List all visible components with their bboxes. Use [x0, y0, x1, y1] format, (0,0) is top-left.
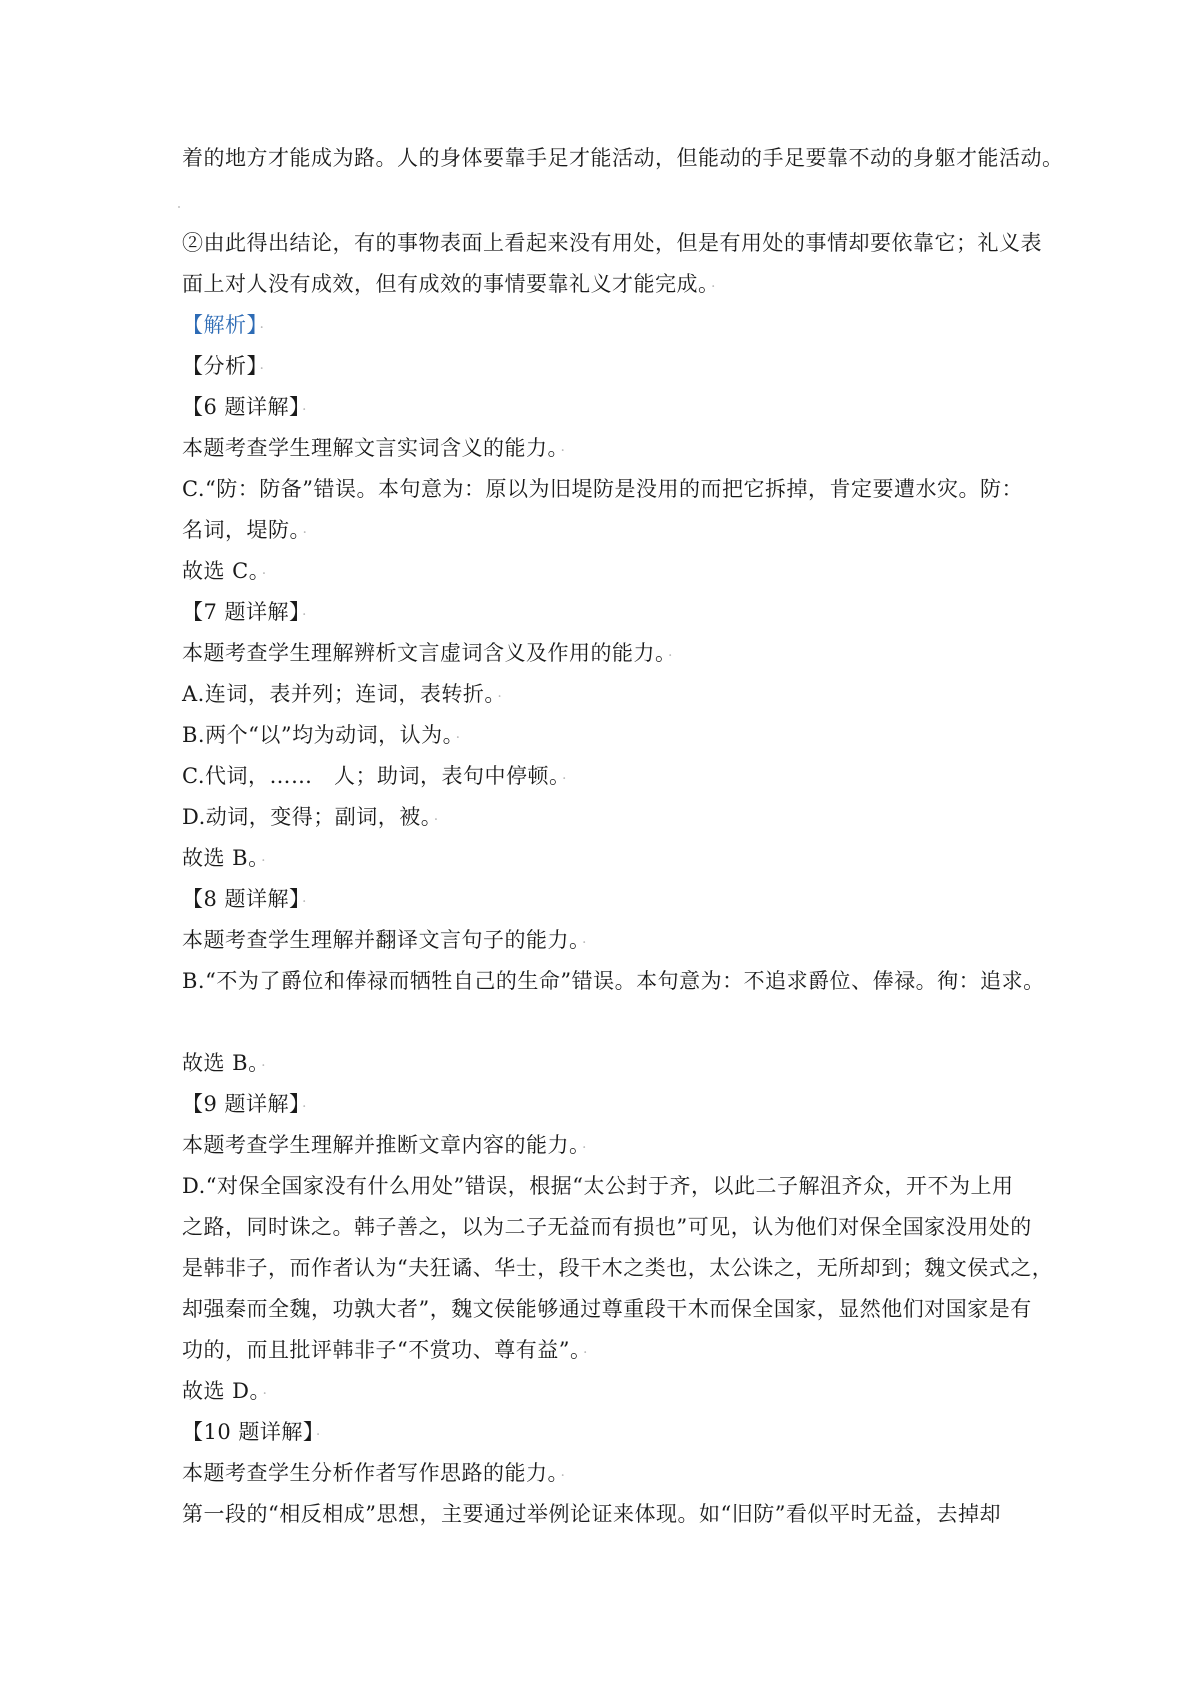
section-heading-analysis: 【解析】 ·: [182, 313, 265, 337]
paragraph-line: ②由此得出结论，有的事物表面上看起来没有用处，但是有用处的事情却要依靠它；礼义表: [182, 231, 1042, 255]
answer-line: 故选 B。 ·: [182, 1051, 267, 1075]
paragraph-line: 本题考查学生理解并翻译文言句子的能力。 ·: [182, 928, 587, 952]
section-heading: 【分析】 ·: [182, 354, 265, 378]
stray-mark: [178, 206, 180, 208]
paragraph-line: 名词，堤防。 ·: [182, 518, 308, 542]
question-heading: 【8 题详解】 ·: [182, 887, 307, 911]
paragraph-line: B.“不为了爵位和俸禄而牺牲自己的生命”错误。本句意为：不追求爵位、俸禄。徇：追求。: [182, 969, 1045, 993]
question-heading: 【6 题详解】 ·: [182, 395, 307, 419]
answer-line: 故选 C。 ·: [182, 559, 267, 583]
paragraph-line: 功的，而且批评韩非子“不赏功、尊有益”。 ·: [182, 1338, 588, 1362]
paragraph-line: D.“对保全国家没有什么用处”错误，根据“太公封于齐，以此二子解沮齐众，开不为上用: [182, 1174, 1014, 1198]
paragraph-line: 本题考查学生理解辨析文言虚词含义及作用的能力。 ·: [182, 641, 673, 665]
question-heading: 【7 题详解】 ·: [182, 600, 307, 624]
paragraph-line: B.两个“以”均为动词，认为。 ·: [182, 723, 461, 747]
paragraph-line: 着的地方才能成为路。人的身体要靠手足才能活动，但能动的手足要靠不动的身躯才能活动。: [182, 146, 1064, 170]
paragraph-line: 是韩非子，而作者认为“夫狂谲、华士，段干木之类也，太公诛之，无所却到；魏文侯式之，: [182, 1256, 1054, 1280]
paragraph-line: 却强秦而全魏，功孰大者”，魏文侯能够通过尊重段干木而保全国家，显然他们对国家是有: [182, 1297, 1032, 1321]
paragraph-line: 面上对人没有成效，但有成效的事情要靠礼义才能完成。 ·: [182, 272, 716, 296]
paragraph-line: C.代词，…… 人；助词，表句中停顿。 ·: [182, 764, 567, 788]
paragraph-line: 本题考查学生分析作者写作思路的能力。 ·: [182, 1461, 566, 1485]
question-heading: 【10 题详解】 ·: [182, 1420, 321, 1444]
question-heading: 【9 题详解】 ·: [182, 1092, 307, 1116]
answer-line: 故选 D。 ·: [182, 1379, 268, 1403]
paragraph-line: C.“防：防备”错误。本句意为：原以为旧堤防是没用的而把它拆掉，肯定要遭水灾。防：: [182, 477, 1023, 501]
answer-line: 故选 B。 ·: [182, 846, 267, 870]
paragraph-line: 第一段的“相反相成”思想，主要通过举例论证来体现。如“旧防”看似平时无益，去掉却: [182, 1502, 1001, 1526]
paragraph-line: 之路，同时诛之。韩子善之，以为二子无益而有损也”可见，认为他们对保全国家没用处的: [182, 1215, 1032, 1239]
paragraph-line: 本题考查学生理解文言实词含义的能力。 ·: [182, 436, 566, 460]
paragraph-line: D.动词，变得；副词，被。 ·: [182, 805, 439, 829]
paragraph-line: 本题考查学生理解并推断文章内容的能力。 ·: [182, 1133, 587, 1157]
paragraph-line: A.连词，表并列；连词，表转折。 ·: [182, 682, 503, 706]
